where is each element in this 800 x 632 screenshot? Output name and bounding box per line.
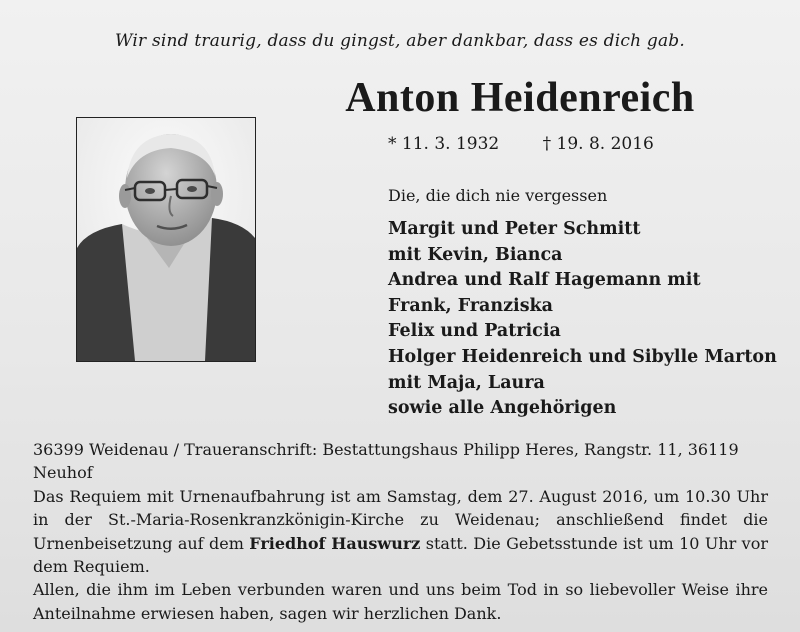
death-date: † 19. 8. 2016 xyxy=(542,134,654,154)
portrait-photo xyxy=(76,117,256,362)
mourners-intro: Die, die dich nie vergessen xyxy=(388,186,608,205)
birth-date: * 11. 3. 1932 xyxy=(388,134,500,154)
family-line: Andrea und Ralf Hagemann mit xyxy=(388,270,701,291)
service-text-part1: Das Requiem mit Urnenaufbahrung ist am Samstag, dem 27. August 2016, um 10.30 Uhr in der St.-Maria-Rosenkranzkönigin-Kirche zu Weidenau; anschließend findet die Urnenbeisetzung auf dem xyxy=(33,486,768,553)
family-line: mit Kevin, Bianca xyxy=(388,244,563,265)
service-info xyxy=(33,485,768,579)
mourning-address: 36399 Weidenau / Traueranschrift: Bestattungshaus Philipp Heres, Rangstr. 11, 36119 Neuhof xyxy=(33,440,739,483)
life-dates xyxy=(388,134,654,154)
family-list xyxy=(388,217,777,422)
notice-details xyxy=(33,438,768,625)
motto: Wir sind traurig, dass du gingst, aber dankbar, dass es dich gab. xyxy=(115,31,685,51)
cemetery-name: Friedhof Hauswurz xyxy=(249,533,421,553)
family-line: Frank, Franziska xyxy=(388,295,554,316)
family-line: Felix und Patricia xyxy=(388,321,561,342)
family-line: Margit und Peter Schmitt xyxy=(388,219,641,239)
family-line: Holger Heidenreich und Sibylle Marton xyxy=(388,346,777,367)
thanks-text: Allen, die ihm im Leben verbunden waren und uns beim Tod in so liebevoller Weise ihre Anteilnahme erwiesen haben, sagen wir herzlichen Dank. xyxy=(33,580,768,623)
family-line: sowie alle Angehörigen xyxy=(388,398,617,419)
portrait-image xyxy=(77,118,255,361)
family-line: mit Maja, Laura xyxy=(388,372,545,393)
deceased-name: Anton Heidenreich xyxy=(345,75,695,121)
service-text-part2: statt. Die Gebetsstunde ist um 10 Uhr vor dem Requiem. xyxy=(33,533,768,577)
